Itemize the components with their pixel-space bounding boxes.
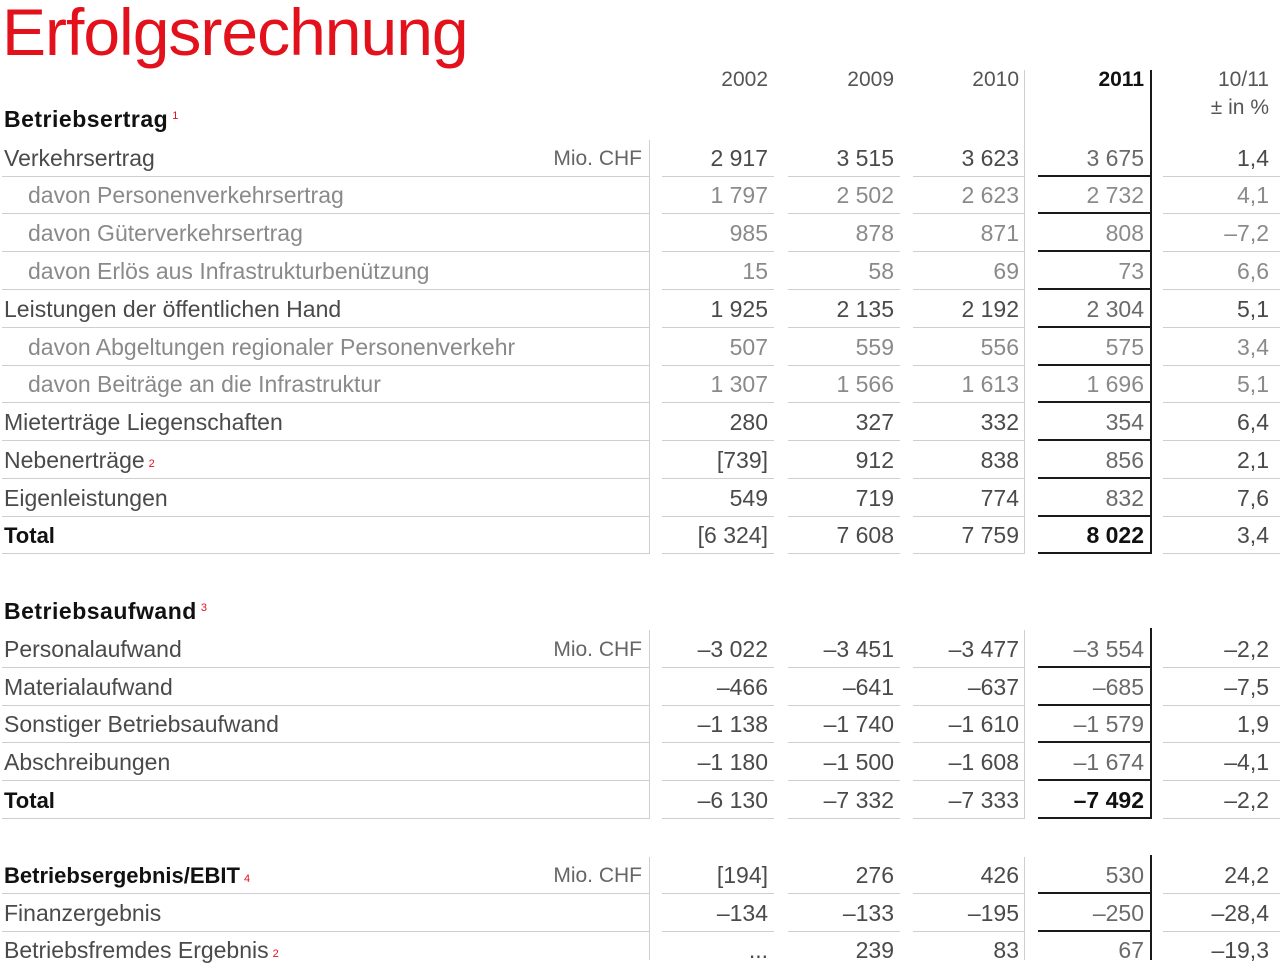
footnote-marker: 3 (200, 602, 208, 614)
row-separator (913, 780, 1025, 781)
value-2002: –134 (716, 900, 768, 926)
value-2011: –250 (1092, 900, 1144, 926)
table-row (0, 631, 1280, 668)
row-separator (913, 667, 1025, 668)
value-2009: 2 502 (836, 182, 894, 208)
row-label: Nebenerträge $^2$ (4, 447, 155, 473)
value-2011: –7 492 (1073, 787, 1144, 813)
value-change: –4,1 (1224, 749, 1269, 775)
value-2002: –6 130 (697, 787, 768, 813)
row-label: davon Erlös aus Infrastrukturbenützung (28, 258, 430, 284)
footnote-marker: 4 (243, 873, 251, 885)
table-row (0, 932, 1280, 969)
value-change: –7,2 (1224, 220, 1269, 246)
value-2009: 2 135 (836, 296, 894, 322)
row-separator (1163, 742, 1280, 743)
value-2011: 808 (1105, 220, 1144, 246)
section-heading-betriebsertrag: Betriebsertrag $^1$ (4, 106, 179, 132)
section-heading-betriebsaufwand: Betriebsaufwand $^3$ (4, 598, 208, 624)
year-header-2011: 2011 (1098, 68, 1144, 91)
row-separator (1163, 440, 1280, 441)
value-2002: 549 (729, 485, 768, 511)
value-2009: –7 332 (823, 787, 894, 813)
value-2010: 332 (980, 409, 1019, 435)
row-label: Total (4, 788, 55, 813)
row-separator (913, 327, 1025, 328)
row-separator (662, 327, 774, 328)
unit-label: Mio. CHF (553, 638, 642, 661)
value-2011: 354 (1105, 409, 1144, 435)
value-2010: –195 (967, 900, 1019, 926)
table-row (0, 366, 1280, 403)
row-separator (788, 780, 900, 781)
row-separator (2, 251, 649, 252)
value-change: 24,2 (1224, 862, 1269, 888)
row-separator (1038, 250, 1150, 252)
row-separator (1038, 892, 1150, 894)
value-2010: 3 623 (961, 145, 1019, 171)
row-separator (2, 553, 649, 554)
row-separator (788, 893, 900, 894)
row-separator (1038, 288, 1150, 290)
row-separator (913, 818, 1025, 819)
value-2009: 912 (855, 447, 894, 473)
value-2011: 2 732 (1086, 182, 1144, 208)
row-separator (1038, 439, 1150, 441)
value-2011: –685 (1092, 674, 1144, 700)
row-separator (1163, 402, 1280, 403)
row-label: Materialaufwand (4, 674, 173, 700)
row-separator (662, 251, 774, 252)
row-separator (1163, 327, 1280, 328)
row-label: Personalaufwand (4, 636, 182, 662)
row-separator (788, 327, 900, 328)
value-change: 7,6 (1237, 485, 1269, 511)
value-2010: 556 (980, 334, 1019, 360)
row-separator (1163, 289, 1280, 290)
year-header-2009: 2009 (847, 68, 894, 91)
value-2009: –133 (842, 900, 894, 926)
table-row (0, 857, 1280, 894)
value-change: –2,2 (1224, 636, 1269, 662)
row-separator (788, 742, 900, 743)
year-header-2002: 2002 (721, 68, 768, 91)
value-2011: 8 022 (1086, 522, 1144, 548)
value-2010: –7 333 (948, 787, 1019, 813)
value-2010: 871 (980, 220, 1019, 246)
value-2009: –641 (842, 674, 894, 700)
value-2011: 67 (1118, 937, 1144, 963)
value-2010: 774 (980, 485, 1019, 511)
row-separator (788, 478, 900, 479)
unit-label: Mio. CHF (553, 147, 642, 170)
row-separator (1163, 553, 1280, 554)
row-separator (788, 289, 900, 290)
value-2009: 58 (868, 258, 894, 284)
row-label: Total (4, 523, 55, 548)
value-2009: 276 (855, 862, 894, 888)
row-separator (662, 818, 774, 819)
change-header: 10/11 (1218, 68, 1269, 91)
value-2010: –3 477 (948, 636, 1019, 662)
value-2002: ... (748, 937, 768, 963)
row-separator (2, 440, 649, 441)
row-separator (662, 553, 774, 554)
table-row (0, 215, 1280, 252)
page-title: Erfolgsrechnung (2, 0, 468, 69)
row-label: davon Abgeltungen regionaler Personenverkehr (28, 334, 516, 360)
value-2002: 1 925 (710, 296, 768, 322)
value-2009: 327 (855, 409, 894, 435)
row-separator (788, 667, 900, 668)
row-label: Betriebsergebnis/EBIT $^4$ (4, 863, 251, 888)
value-2010: 2 192 (961, 296, 1019, 322)
row-separator (1038, 401, 1150, 403)
row-label: davon Güterverkehrsertrag (28, 220, 303, 246)
value-2009: 719 (855, 485, 894, 511)
row-separator (1163, 478, 1280, 479)
value-2009: 1 566 (836, 371, 894, 397)
value-2010: 426 (980, 862, 1019, 888)
value-2009: 239 (855, 937, 894, 963)
value-2002: 280 (729, 409, 768, 435)
value-2009: –1 500 (823, 749, 894, 775)
value-change: –7,5 (1224, 674, 1269, 700)
table-row (0, 669, 1280, 706)
row-separator (662, 213, 774, 214)
value-2011: 832 (1105, 485, 1144, 511)
row-separator (662, 402, 774, 403)
value-change: 3,4 (1237, 522, 1269, 548)
row-separator (1038, 666, 1150, 668)
row-separator (913, 553, 1025, 554)
row-separator (788, 818, 900, 819)
row-separator (913, 289, 1025, 290)
value-change: 6,4 (1237, 409, 1269, 435)
row-separator (1038, 552, 1150, 554)
row-separator (2, 213, 649, 214)
value-2010: 2 623 (961, 182, 1019, 208)
row-label: davon Beiträge an die Infrastruktur (28, 371, 381, 397)
value-2010: 69 (993, 258, 1019, 284)
value-2009: 559 (855, 334, 894, 360)
row-separator (1163, 667, 1280, 668)
table-row (0, 895, 1280, 932)
value-2002: 1 307 (710, 371, 768, 397)
value-change: –19,3 (1211, 937, 1269, 963)
value-2002: 1 797 (710, 182, 768, 208)
row-separator (788, 213, 900, 214)
value-2002: [6 324] (697, 522, 768, 548)
value-2010: –1 608 (948, 749, 1019, 775)
row-separator (662, 742, 774, 743)
value-2002: –1 138 (697, 711, 768, 737)
row-separator (913, 742, 1025, 743)
row-separator (913, 402, 1025, 403)
value-2010: –637 (967, 674, 1019, 700)
value-change: 1,4 (1237, 145, 1269, 171)
row-separator (1163, 251, 1280, 252)
value-2010: –1 610 (948, 711, 1019, 737)
footnote-marker: 2 (148, 458, 155, 470)
row-separator (662, 667, 774, 668)
row-separator (1163, 213, 1280, 214)
footnote-marker: 1 (172, 110, 179, 122)
row-label: davon Personenverkehrsertrag (28, 182, 344, 208)
row-separator (788, 440, 900, 441)
table-row (0, 480, 1280, 517)
row-label: Abschreibungen (4, 749, 171, 775)
row-separator (1038, 741, 1150, 743)
row-label: Mieterträge Liegenschaften (4, 409, 283, 435)
value-2011: 856 (1105, 447, 1144, 473)
value-2011: 1 696 (1086, 371, 1144, 397)
value-change: 1,9 (1237, 711, 1269, 737)
row-separator (2, 289, 649, 290)
row-separator (662, 478, 774, 479)
value-2011: 3 675 (1086, 145, 1144, 171)
row-separator (788, 251, 900, 252)
row-separator (913, 213, 1025, 214)
value-change: 6,6 (1237, 258, 1269, 284)
value-2002: –1 180 (697, 749, 768, 775)
row-label: Betriebsfremdes Ergebnis $^2$ (4, 937, 279, 963)
value-2011: 73 (1118, 258, 1144, 284)
change-header-unit: ± in % (1210, 96, 1269, 119)
row-separator (2, 818, 649, 819)
row-separator (2, 478, 649, 479)
value-2002: 2 917 (710, 145, 768, 171)
table-row (0, 140, 1280, 177)
row-separator (1038, 212, 1150, 214)
row-separator (2, 402, 649, 403)
row-separator (1038, 817, 1150, 819)
footnote-marker: 2 (272, 948, 279, 960)
value-2011: –1 579 (1073, 711, 1144, 737)
row-separator (662, 893, 774, 894)
row-separator (2, 742, 649, 743)
table-row (0, 291, 1280, 328)
value-change: 2,1 (1237, 447, 1269, 473)
value-2010: 838 (980, 447, 1019, 473)
row-separator (2, 780, 649, 781)
value-change: –28,4 (1211, 900, 1269, 926)
value-2011: 575 (1105, 334, 1144, 360)
value-2009: 878 (855, 220, 894, 246)
value-2002: [194] (716, 862, 768, 888)
table-row (0, 253, 1280, 290)
row-separator (1038, 477, 1150, 479)
value-change: 4,1 (1237, 182, 1269, 208)
value-2002: 985 (729, 220, 768, 246)
table-row (0, 404, 1280, 441)
row-separator (788, 402, 900, 403)
value-2002: [739] (716, 447, 768, 473)
row-separator (2, 327, 649, 328)
value-2010: 1 613 (961, 371, 1019, 397)
table-row (0, 442, 1280, 479)
value-2002: 507 (729, 334, 768, 360)
row-separator (1163, 818, 1280, 819)
row-separator (1163, 893, 1280, 894)
row-separator (788, 553, 900, 554)
row-label: Sonstiger Betriebsaufwand (4, 711, 279, 737)
value-change: 3,4 (1237, 334, 1269, 360)
unit-label: Mio. CHF (553, 864, 642, 887)
row-label: Finanzergebnis (4, 900, 162, 926)
table-row (0, 177, 1280, 214)
row-separator (913, 478, 1025, 479)
value-change: 5,1 (1237, 296, 1269, 322)
row-separator (2, 893, 649, 894)
total-row (0, 517, 1280, 554)
value-change: 5,1 (1237, 371, 1269, 397)
value-change: –2,2 (1224, 787, 1269, 813)
value-2010: 83 (993, 937, 1019, 963)
row-separator (913, 440, 1025, 441)
row-separator (662, 289, 774, 290)
value-2011: 530 (1105, 862, 1144, 888)
table-row (0, 706, 1280, 743)
value-2002: –3 022 (697, 636, 768, 662)
value-2011: –1 674 (1073, 749, 1144, 775)
value-2009: –1 740 (823, 711, 894, 737)
value-2002: 15 (742, 258, 768, 284)
value-2011: –3 554 (1073, 636, 1144, 662)
table-row (0, 329, 1280, 366)
row-separator (662, 440, 774, 441)
row-separator (662, 780, 774, 781)
row-separator (913, 251, 1025, 252)
total-row (0, 782, 1280, 819)
row-separator (1038, 326, 1150, 328)
row-separator (913, 893, 1025, 894)
row-separator (1038, 779, 1150, 781)
row-label: Leistungen der öffentlichen Hand (4, 296, 342, 322)
value-2011: 2 304 (1086, 296, 1144, 322)
value-2009: –3 451 (823, 636, 894, 662)
row-separator (1163, 780, 1280, 781)
value-2009: 7 608 (836, 522, 894, 548)
table-row (0, 744, 1280, 781)
year-header-2010: 2010 (972, 68, 1019, 91)
row-label: Eigenleistungen (4, 485, 168, 511)
row-label: Verkehrsertrag (4, 145, 155, 171)
value-2002: –466 (716, 674, 768, 700)
row-separator (2, 667, 649, 668)
value-2010: 7 759 (961, 522, 1019, 548)
value-2009: 3 515 (836, 145, 894, 171)
